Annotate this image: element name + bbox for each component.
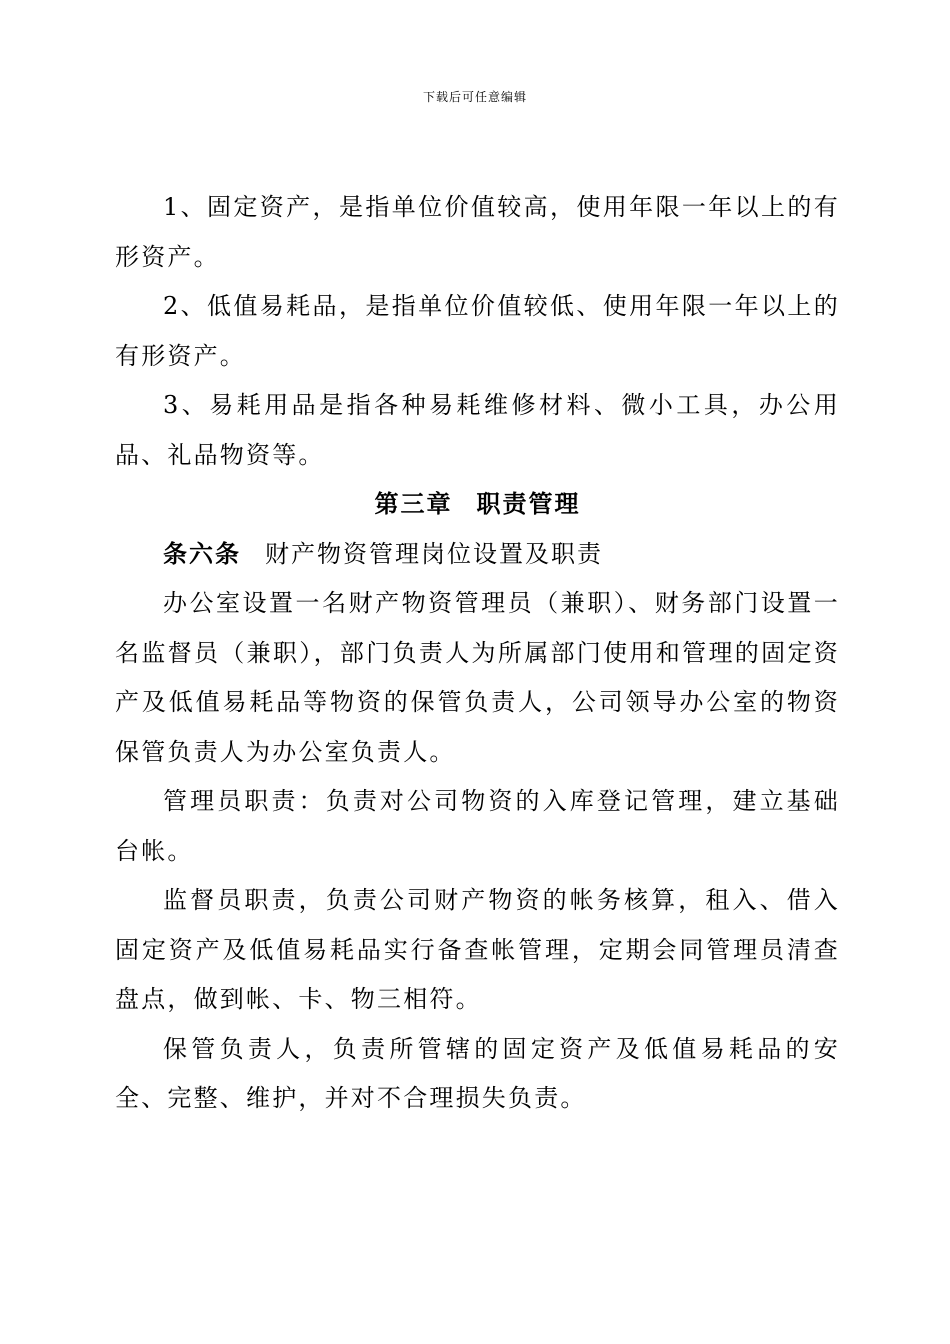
paragraph-consumable-supplies: 3、易耗用品是指各种易耗维修材料、微小工具，办公用品、礼品物资等。 [115,391,840,469]
document-body [115,183,840,1124]
chapter-number: 第三章 [374,490,453,518]
paragraph-administrator-duties: 管理员职责：负责对公司物资的入库登记管理，建立基础台帐。 [115,787,840,865]
article-heading [115,530,840,580]
chapter-heading [115,480,840,530]
article-title: 财产物资管理岗位设置及职责 [265,539,603,568]
paragraph-low-value-consumables: 2、低值易耗品，是指单位价值较低、使用年限一年以上的有形资产。 [115,292,840,370]
paragraph-fixed-assets: 1、固定资产，是指单位价值较高，使用年限一年以上的有形资产。 [115,193,840,271]
paragraph-custodian-duties: 保管负责人，负责所管辖的固定资产及低值易耗品的安全、完整、维护，并对不合理损失负责。 [115,1034,840,1112]
chapter-title: 职责管理 [476,490,581,518]
article-label: 条六条 [163,539,241,568]
page-header: 下载后可任意编辑 [422,90,527,104]
paragraph-supervisor-duties: 监督员职责，负责公司财产物资的帐务核算，租入、借入固定资产及低值易耗品实行备查帐管理，定期会同管理员清查盘点，做到帐、卡、物三相符。 [115,886,840,1013]
paragraph-staffing: 办公室设置一名财产物资管理员（兼职）、财务部门设置一名监督员（兼职），部门负责人为所属部门使用和管理的固定资产及低值易耗品等物资的保管负责人，公司领导办公室的物资保管负责人为办公室负责人。 [115,589,840,766]
